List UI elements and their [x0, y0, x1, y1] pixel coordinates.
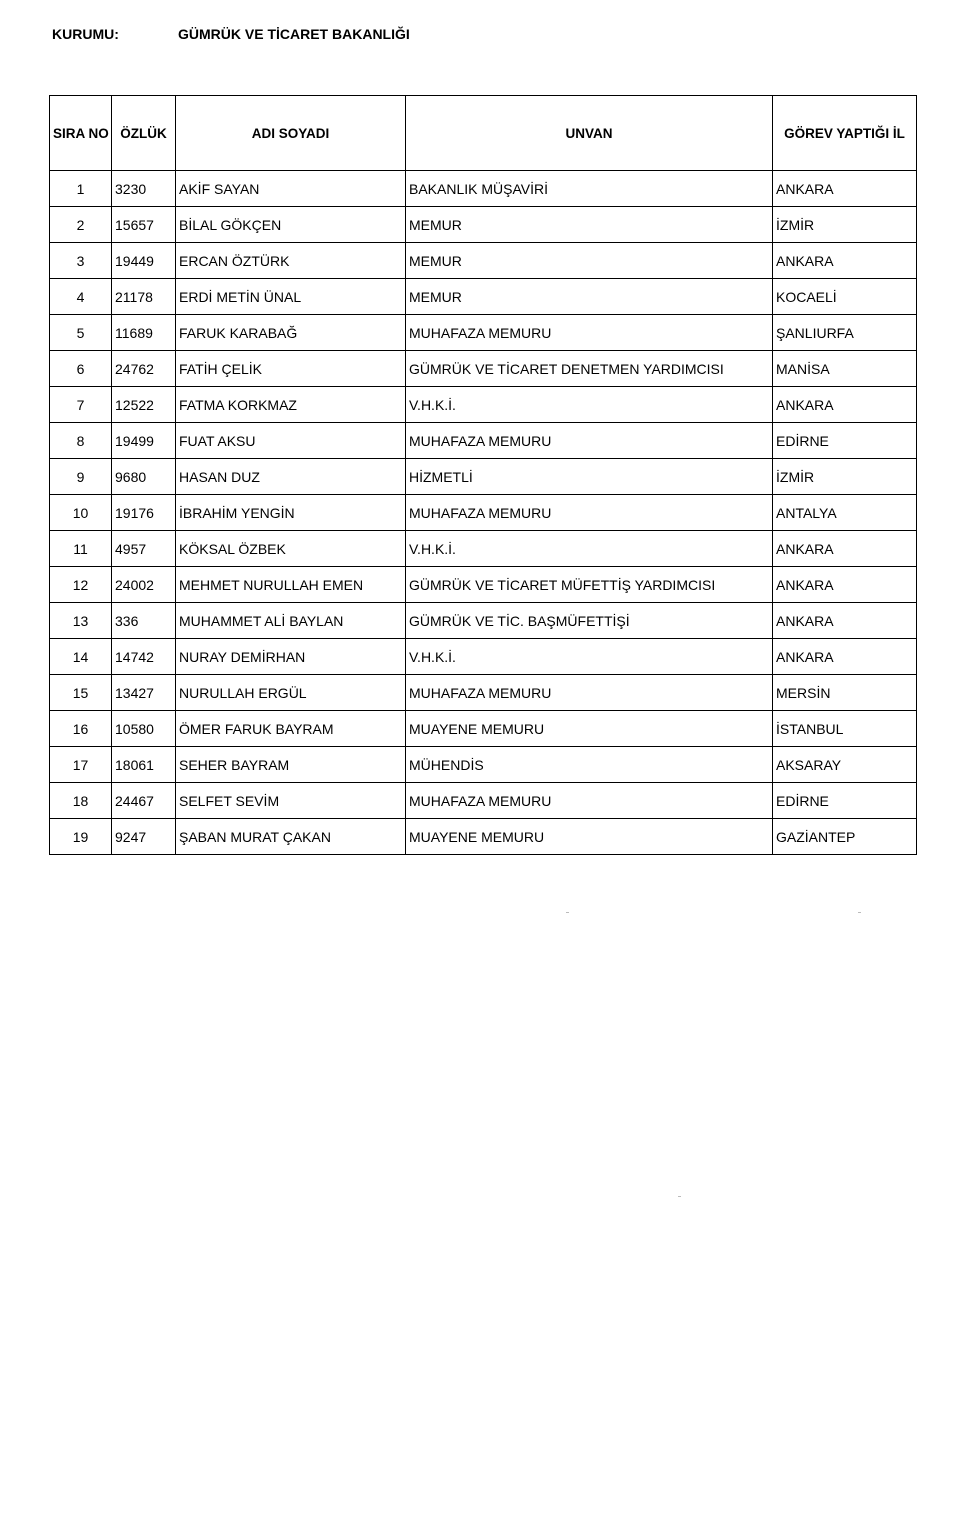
- cell-adi-soyadi: NURAY DEMİRHAN: [176, 639, 406, 675]
- cell-gorev-yaptigi-il: ANKARA: [773, 243, 917, 279]
- cell-adi-soyadi: MUHAMMET ALİ BAYLAN: [176, 603, 406, 639]
- cell-unvan: GÜMRÜK VE TİC. BAŞMÜFETTİŞİ: [406, 603, 773, 639]
- table-row: [50, 315, 917, 351]
- table-row: [50, 639, 917, 675]
- cell-gorev-yaptigi-il: ŞANLIURFA: [773, 315, 917, 351]
- cell-gorev-yaptigi-il: ANKARA: [773, 531, 917, 567]
- scan-speck: [858, 912, 861, 913]
- cell-gorev-yaptigi-il: MERSİN: [773, 675, 917, 711]
- cell-adi-soyadi: İBRAHİM YENGİN: [176, 495, 406, 531]
- table-row: [50, 747, 917, 783]
- column-header-unvan: UNVAN: [406, 96, 773, 171]
- scan-speck: [678, 1196, 681, 1197]
- cell-ozluk: 11689: [112, 315, 176, 351]
- cell-adi-soyadi: FATMA KORKMAZ: [176, 387, 406, 423]
- cell-adi-soyadi: AKİF SAYAN: [176, 171, 406, 207]
- table-row: [50, 279, 917, 315]
- cell-adi-soyadi: HASAN DUZ: [176, 459, 406, 495]
- table-row: [50, 459, 917, 495]
- cell-gorev-yaptigi-il: MANİSA: [773, 351, 917, 387]
- cell-sira-no: 16: [50, 711, 112, 747]
- scan-speck: [566, 912, 569, 913]
- cell-unvan: MEMUR: [406, 243, 773, 279]
- cell-ozluk: 14742: [112, 639, 176, 675]
- cell-unvan: MUAYENE MEMURU: [406, 819, 773, 855]
- cell-sira-no: 11: [50, 531, 112, 567]
- cell-ozluk: 10580: [112, 711, 176, 747]
- cell-gorev-yaptigi-il: ANTALYA: [773, 495, 917, 531]
- cell-unvan: MUHAFAZA MEMURU: [406, 423, 773, 459]
- cell-ozluk: 21178: [112, 279, 176, 315]
- cell-ozluk: 15657: [112, 207, 176, 243]
- cell-gorev-yaptigi-il: İZMİR: [773, 459, 917, 495]
- cell-ozluk: 19449: [112, 243, 176, 279]
- table-row: [50, 675, 917, 711]
- table-row: [50, 207, 917, 243]
- cell-unvan: MEMUR: [406, 279, 773, 315]
- cell-gorev-yaptigi-il: ANKARA: [773, 567, 917, 603]
- table-row: [50, 495, 917, 531]
- table-row: [50, 567, 917, 603]
- cell-adi-soyadi: FARUK KARABAĞ: [176, 315, 406, 351]
- table-row: [50, 711, 917, 747]
- cell-gorev-yaptigi-il: İSTANBUL: [773, 711, 917, 747]
- cell-ozluk: 24467: [112, 783, 176, 819]
- cell-gorev-yaptigi-il: EDİRNE: [773, 783, 917, 819]
- table-row: [50, 819, 917, 855]
- cell-unvan: V.H.K.İ.: [406, 639, 773, 675]
- cell-ozluk: 18061: [112, 747, 176, 783]
- table-row: [50, 171, 917, 207]
- cell-unvan: MUHAFAZA MEMURU: [406, 675, 773, 711]
- cell-adi-soyadi: ERDİ METİN ÜNAL: [176, 279, 406, 315]
- cell-ozluk: 19176: [112, 495, 176, 531]
- cell-gorev-yaptigi-il: ANKARA: [773, 387, 917, 423]
- table-row: [50, 603, 917, 639]
- cell-gorev-yaptigi-il: ANKARA: [773, 639, 917, 675]
- cell-adi-soyadi: BİLAL GÖKÇEN: [176, 207, 406, 243]
- cell-sira-no: 15: [50, 675, 112, 711]
- column-header-gorev-yaptigi-il: GÖREV YAPTIĞI İL: [773, 96, 917, 171]
- cell-unvan: MEMUR: [406, 207, 773, 243]
- cell-sira-no: 3: [50, 243, 112, 279]
- cell-gorev-yaptigi-il: EDİRNE: [773, 423, 917, 459]
- institution-label: KURUMU:: [52, 26, 119, 42]
- cell-ozluk: 4957: [112, 531, 176, 567]
- institution-name: GÜMRÜK VE TİCARET BAKANLIĞI: [178, 26, 410, 42]
- cell-unvan: MÜHENDİS: [406, 747, 773, 783]
- cell-adi-soyadi: FATİH ÇELİK: [176, 351, 406, 387]
- cell-sira-no: 6: [50, 351, 112, 387]
- cell-unvan: MUHAFAZA MEMURU: [406, 783, 773, 819]
- cell-ozluk: 13427: [112, 675, 176, 711]
- cell-sira-no: 7: [50, 387, 112, 423]
- cell-ozluk: 24762: [112, 351, 176, 387]
- cell-sira-no: 9: [50, 459, 112, 495]
- cell-unvan: GÜMRÜK VE TİCARET DENETMEN YARDIMCISI: [406, 351, 773, 387]
- cell-ozluk: 336: [112, 603, 176, 639]
- cell-sira-no: 19: [50, 819, 112, 855]
- cell-sira-no: 12: [50, 567, 112, 603]
- cell-ozluk: 9247: [112, 819, 176, 855]
- cell-adi-soyadi: SELFET SEVİM: [176, 783, 406, 819]
- cell-ozluk: 9680: [112, 459, 176, 495]
- cell-sira-no: 4: [50, 279, 112, 315]
- cell-gorev-yaptigi-il: GAZİANTEP: [773, 819, 917, 855]
- table-body: [50, 171, 917, 855]
- cell-gorev-yaptigi-il: ANKARA: [773, 171, 917, 207]
- cell-sira-no: 18: [50, 783, 112, 819]
- cell-unvan: V.H.K.İ.: [406, 531, 773, 567]
- cell-adi-soyadi: ŞABAN MURAT ÇAKAN: [176, 819, 406, 855]
- cell-sira-no: 8: [50, 423, 112, 459]
- cell-unvan: MUAYENE MEMURU: [406, 711, 773, 747]
- table-header-row: [50, 96, 917, 171]
- cell-ozluk: 19499: [112, 423, 176, 459]
- cell-unvan: BAKANLIK MÜŞAVİRİ: [406, 171, 773, 207]
- column-header-ozluk: ÖZLÜK: [112, 96, 176, 171]
- cell-adi-soyadi: NURULLAH ERGÜL: [176, 675, 406, 711]
- table-row: [50, 387, 917, 423]
- table-row: [50, 423, 917, 459]
- cell-ozluk: 24002: [112, 567, 176, 603]
- cell-sira-no: 5: [50, 315, 112, 351]
- cell-unvan: V.H.K.İ.: [406, 387, 773, 423]
- cell-gorev-yaptigi-il: AKSARAY: [773, 747, 917, 783]
- cell-ozluk: 3230: [112, 171, 176, 207]
- cell-unvan: MUHAFAZA MEMURU: [406, 495, 773, 531]
- cell-unvan: MUHAFAZA MEMURU: [406, 315, 773, 351]
- cell-sira-no: 17: [50, 747, 112, 783]
- table-row: [50, 243, 917, 279]
- cell-sira-no: 14: [50, 639, 112, 675]
- cell-sira-no: 10: [50, 495, 112, 531]
- cell-sira-no: 13: [50, 603, 112, 639]
- cell-ozluk: 12522: [112, 387, 176, 423]
- cell-gorev-yaptigi-il: KOCAELİ: [773, 279, 917, 315]
- cell-adi-soyadi: FUAT AKSU: [176, 423, 406, 459]
- cell-gorev-yaptigi-il: ANKARA: [773, 603, 917, 639]
- cell-unvan: HİZMETLİ: [406, 459, 773, 495]
- cell-adi-soyadi: ÖMER FARUK BAYRAM: [176, 711, 406, 747]
- table-row: [50, 783, 917, 819]
- cell-adi-soyadi: KÖKSAL ÖZBEK: [176, 531, 406, 567]
- cell-unvan: GÜMRÜK VE TİCARET MÜFETTİŞ YARDIMCISI: [406, 567, 773, 603]
- cell-sira-no: 1: [50, 171, 112, 207]
- table-row: [50, 531, 917, 567]
- cell-adi-soyadi: MEHMET NURULLAH EMEN: [176, 567, 406, 603]
- column-header-adi-soyadi: ADI SOYADI: [176, 96, 406, 171]
- column-header-sira-no: SIRA NO: [50, 96, 112, 171]
- table-row: [50, 351, 917, 387]
- cell-gorev-yaptigi-il: İZMİR: [773, 207, 917, 243]
- cell-sira-no: 2: [50, 207, 112, 243]
- cell-adi-soyadi: ERCAN ÖZTÜRK: [176, 243, 406, 279]
- cell-adi-soyadi: SEHER BAYRAM: [176, 747, 406, 783]
- personnel-table: [49, 95, 917, 855]
